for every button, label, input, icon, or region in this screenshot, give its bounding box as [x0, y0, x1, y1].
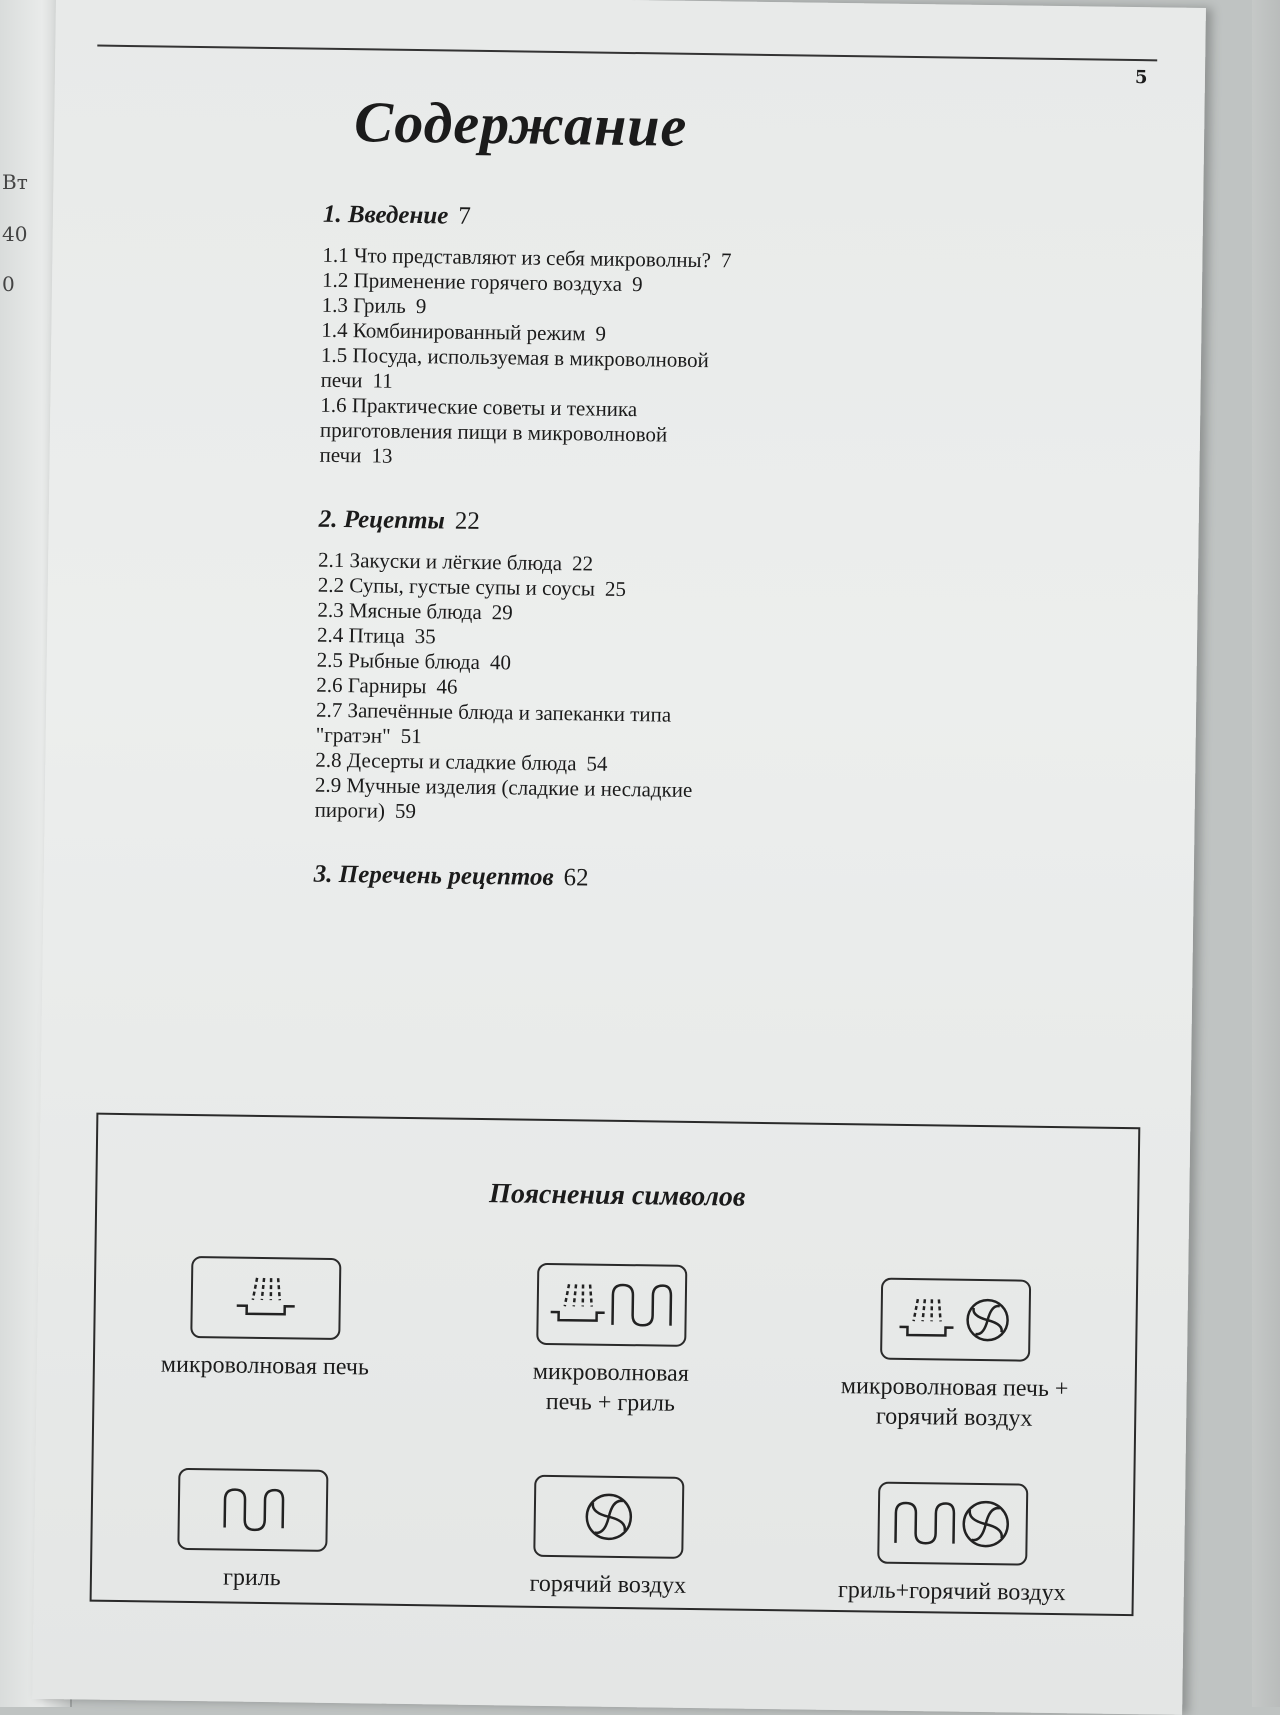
edge-text: Вт	[2, 170, 28, 194]
microwave-icon	[190, 1256, 341, 1340]
background-strip	[1252, 0, 1280, 1707]
grill-hot-air-icon	[877, 1482, 1028, 1566]
toc-item: 1.5 Посуда, используемая в микроволновой печи 11	[320, 342, 710, 393]
toc-item: 2.5 Рыбные блюда 40	[316, 647, 512, 675]
legend-label: горячий воздух	[529, 1570, 687, 1599]
toc-item: 1.6 Практические советы и техника приготовления пищи в микроволновой печи 13	[319, 392, 668, 468]
legend-label: микроволновая печь + гриль	[532, 1358, 690, 1417]
microwave-hot-air-icon	[880, 1278, 1031, 1362]
toc-item: 2.1 Закуски и лёгкие блюда 22	[317, 547, 594, 576]
toc-section-heading: 2. Рецепты 22	[318, 505, 481, 535]
legend-symbol-hot-air	[458, 1474, 760, 1602]
symbol-legend	[90, 1113, 1141, 1617]
toc-item: 2.9 Мучные изделия (сладкие и несладкие пироги) 59	[314, 772, 693, 824]
toc-item: 1.1 Что представляют из себя микроволны? 7	[322, 242, 732, 273]
edge-text: 0	[2, 272, 15, 296]
toc-section-heading: 3. Перечень рецептов 62	[313, 860, 589, 892]
toc-section-heading: 1. Введение 7	[322, 200, 472, 230]
toc-item: 2.7 Запечённые блюда и запеканки типа "гратэн" 51	[315, 697, 672, 749]
toc-item: 1.2 Применение горячего воздуха 9	[321, 267, 643, 297]
toc-item: 1.3 Гриль 9	[321, 292, 427, 319]
grill-icon	[177, 1468, 328, 1552]
hot-air-icon	[533, 1475, 684, 1559]
legend-label: гриль+горячий воздух	[837, 1577, 1066, 1607]
legend-symbol-grill-hot-air	[802, 1481, 1104, 1609]
legend-title: Пояснения символов	[488, 1178, 746, 1213]
document-page	[32, 0, 1206, 1715]
page-number: 5	[1134, 67, 1148, 89]
header-rule	[97, 45, 1157, 62]
legend-label: микроволновая печь	[160, 1351, 370, 1381]
toc-section-2	[314, 506, 938, 832]
legend-symbol-microwave-hot-air	[804, 1277, 1106, 1435]
legend-label: гриль	[222, 1564, 281, 1592]
toc-section-3	[314, 861, 934, 898]
toc-section-1	[319, 201, 943, 477]
legend-symbol-microwave	[115, 1255, 417, 1383]
toc-item: 2.3 Мясные блюда 29	[317, 597, 513, 625]
page-title: Содержание	[353, 89, 688, 159]
legend-symbol-microwave-grill	[460, 1262, 762, 1420]
toc-item: 1.4 Комбинированный режим 9	[321, 317, 607, 346]
toc-item: 2.8 Десерты и сладкие блюда 54	[315, 747, 608, 776]
legend-label: микроволновая печь + горячий воздух	[840, 1373, 1069, 1432]
legend-symbol-grill	[102, 1467, 404, 1595]
table-of-contents	[313, 201, 943, 912]
toc-item: 2.4 Птица 35	[316, 622, 436, 649]
microwave-grill-icon	[536, 1263, 687, 1347]
toc-item: 2.2 Супы, густые супы и соусы 25	[317, 572, 627, 601]
edge-text: 40	[2, 222, 28, 246]
toc-item: 2.6 Гарниры 46	[316, 672, 458, 699]
